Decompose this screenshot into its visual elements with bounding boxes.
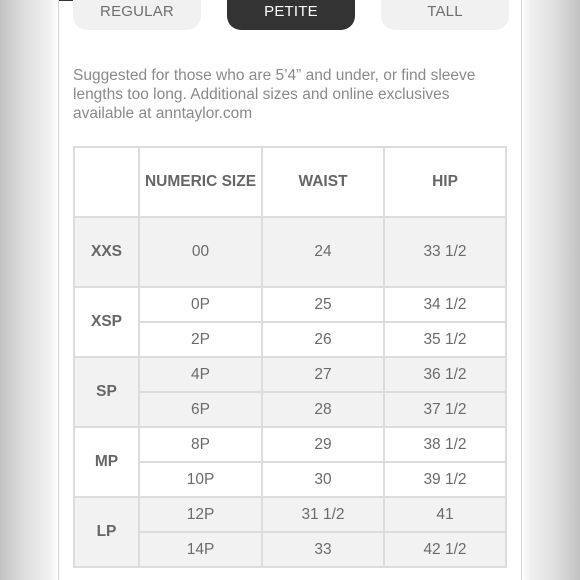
fit-description: Suggested for those who are 5’4” and under, or find sleeve lengths too long. Additional sizes and online exclusives available at anntaylor.com (73, 67, 476, 122)
waist-cell: 30 (262, 462, 384, 497)
waist-cell: 33 (262, 532, 384, 567)
header-numeric-size: NUMERIC SIZE (139, 147, 262, 217)
hip-cell: 33 1/2 (384, 217, 506, 287)
hip-cell: 34 1/2 (384, 287, 506, 322)
waist-cell: 25 (262, 287, 384, 322)
table-row (74, 427, 506, 462)
table-row (74, 287, 506, 322)
numeric-cell: 6P (139, 392, 262, 427)
numeric-cell: 14P (139, 532, 262, 567)
waist-cell: 27 (262, 357, 384, 392)
size-label: SP (74, 357, 139, 427)
waist-cell: 28 (262, 392, 384, 427)
numeric-cell: 8P (139, 427, 262, 462)
size-table (73, 146, 507, 568)
hip-cell: 41 (384, 497, 506, 532)
table-row (74, 532, 506, 567)
table-row (74, 462, 506, 497)
hip-cell: 36 1/2 (384, 357, 506, 392)
hip-cell: 39 1/2 (384, 462, 506, 497)
fit-tabs (59, 0, 521, 32)
table-row (74, 392, 506, 427)
table-row (74, 322, 506, 357)
hip-cell: 38 1/2 (384, 427, 506, 462)
header-hip: HIP (384, 147, 506, 217)
header-size (74, 147, 139, 217)
hip-cell: 35 1/2 (384, 322, 506, 357)
hip-cell: 42 1/2 (384, 532, 506, 567)
table-row (74, 357, 506, 392)
table-row (74, 497, 506, 532)
numeric-cell: 12P (139, 497, 262, 532)
waist-cell: 24 (262, 217, 384, 287)
numeric-cell: 00 (139, 217, 262, 287)
numeric-cell: 10P (139, 462, 262, 497)
tab-regular[interactable]: REGULAR (73, 0, 201, 30)
header-waist: WAIST (262, 147, 384, 217)
waist-cell: 26 (262, 322, 384, 357)
table-row (74, 217, 506, 287)
numeric-cell: 4P (139, 357, 262, 392)
numeric-cell: 0P (139, 287, 262, 322)
tab-tall[interactable]: TALL (381, 0, 509, 30)
tab-petite[interactable]: PETITE (227, 0, 355, 30)
size-label: LP (74, 497, 139, 567)
waist-cell: 31 1/2 (262, 497, 384, 532)
size-label: XXS (74, 217, 139, 287)
size-chart-panel (58, 0, 522, 580)
size-label: MP (74, 427, 139, 497)
numeric-cell: 2P (139, 322, 262, 357)
waist-cell: 29 (262, 427, 384, 462)
size-label: XSP (74, 287, 139, 357)
table-header-row (74, 147, 506, 217)
hip-cell: 37 1/2 (384, 392, 506, 427)
